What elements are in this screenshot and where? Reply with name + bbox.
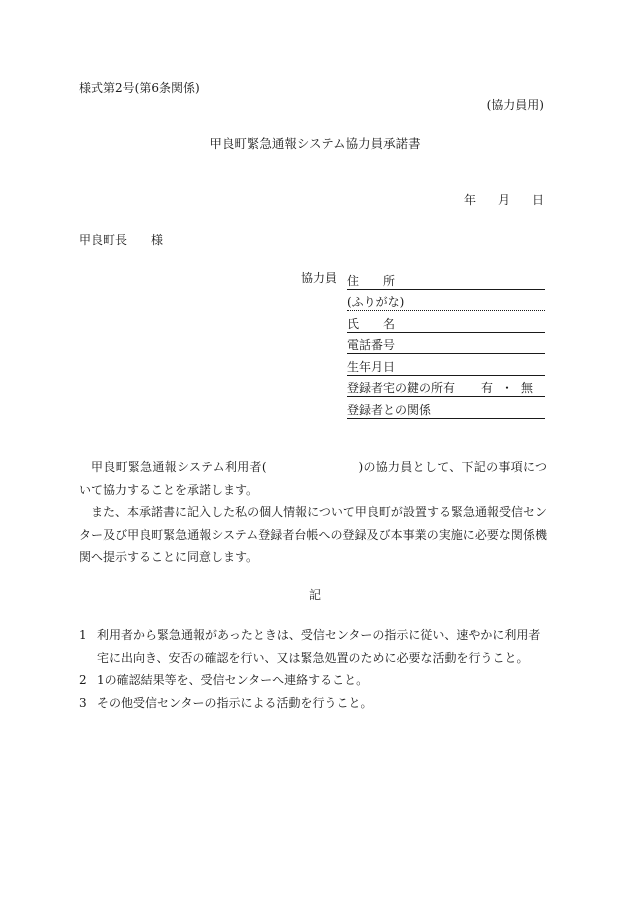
date-line	[464, 193, 544, 207]
item-text: その他受信センターの指示による活動を行うこと。	[97, 695, 373, 710]
furigana-label: (ふりがな)	[347, 295, 405, 309]
key-option-sep: ・	[501, 381, 514, 395]
relation-field[interactable]	[347, 397, 545, 419]
key-label: 登録者宅の鍵の所有	[347, 381, 456, 395]
key-ownership-field[interactable]	[347, 376, 545, 398]
name-label-2: 名	[383, 316, 396, 331]
usage-note: (協力員用)	[486, 98, 544, 112]
date-year: 年	[463, 193, 476, 207]
address-label-2: 所	[383, 273, 396, 288]
key-option-yes[interactable]: 有	[481, 381, 494, 395]
form-number: 様式第2号(第6条関係)	[79, 81, 200, 95]
furigana-field[interactable]	[347, 290, 545, 312]
list-item	[79, 624, 547, 669]
role-label: 協力員	[301, 271, 338, 285]
birthdate-field[interactable]	[347, 354, 545, 376]
name-label-1: 氏	[347, 316, 360, 331]
cooperator-fields	[347, 268, 545, 419]
key-options	[477, 381, 537, 395]
relation-label: 登録者との関係	[347, 402, 432, 417]
addressee-honorific: 様	[151, 233, 164, 247]
document-title: 甲良町緊急通報システム協力員承諾書	[209, 136, 421, 151]
item-text: 利用者から緊急通報があったときは、受信センターの指示に従い、速やかに利用者宅に出向き、安否の確認を行い、又は緊急処置のために必要な活動を行うこと。	[97, 628, 541, 665]
address-field[interactable]	[347, 268, 545, 290]
item-number: 1	[79, 628, 87, 642]
ki-heading: 記	[308, 588, 321, 602]
item-text: 1の確認結果等を、受信センターへ連絡すること。	[97, 673, 369, 687]
items-list	[79, 624, 547, 714]
phone-label: 電話番号	[347, 338, 396, 352]
consent-paragraph-2: また、本承諾書に記入した私の個人情報について甲良町が設置する緊急通報受信センター及び甲良町緊急通報システム登録者台帳への登録及び本事業の実施に必要な関係機関へ提示することに同意します。	[79, 505, 547, 564]
phone-field[interactable]	[347, 333, 545, 355]
list-item	[79, 669, 547, 692]
date-month: 月	[497, 193, 510, 207]
consent-paragraph-1: 甲良町緊急通報システム利用者( )の協力員として、下記の事項について協力することを承諾します。	[79, 460, 548, 497]
address-label-1: 住	[347, 273, 360, 288]
list-item	[79, 692, 547, 715]
key-option-no[interactable]: 無	[521, 381, 534, 395]
birthdate-label: 生年月日	[347, 359, 396, 374]
addressee-name: 甲良町長	[79, 233, 128, 247]
date-day: 日	[531, 193, 544, 207]
addressee	[79, 233, 163, 247]
name-field[interactable]	[347, 311, 545, 333]
item-number: 2	[79, 673, 87, 687]
consent-body	[79, 456, 547, 569]
item-number: 3	[79, 695, 87, 710]
